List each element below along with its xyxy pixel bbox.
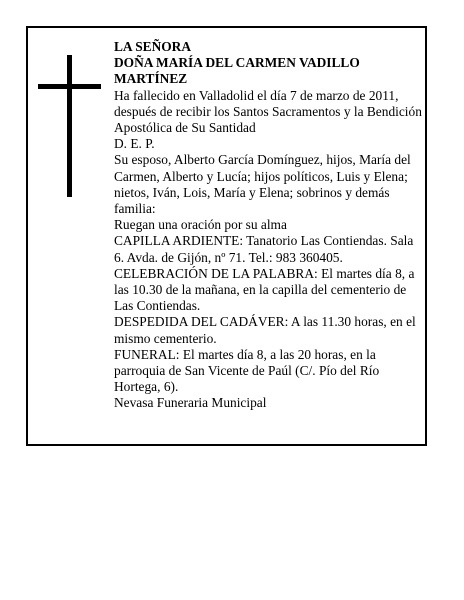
prayer-request: Ruegan una oración por su alma <box>114 217 287 233</box>
cross-horizontal-bar <box>38 84 101 89</box>
deceased-name: DOÑA MARÍA DEL CARMEN VADILLO MARTÍNEZ <box>114 55 360 87</box>
cross-vertical-bar <box>67 55 72 197</box>
celebration-info: CELEBRACIÓN DE LA PALABRA: El martes día 8, a las 10.30 de la mañana, en la capilla del cementerio de Las Contiendas. <box>114 265 415 314</box>
death-statement: Ha fallecido en Valladolid el día 7 de marzo de 2011, después de recibir los Santos Sacramentos y la Bendición Apostólica de Su Santidad <box>114 87 422 136</box>
family-list: Su esposo, Alberto García Domínguez, hijos, María del Carmen, Alberto y Lucía; hijos políticos, Luis y Elena; nietos, Iván, Lois, María y Elena; sobrinos y demás familia: <box>114 152 411 217</box>
rest-in-peace: D. E. P. <box>114 136 155 152</box>
chapel-info: CAPILLA ARDIENTE: Tanatorio Las Contiendas. Sala 6. Avda. de Gijón, nº 71. Tel.: 983 360405. <box>114 233 414 265</box>
heading-title: LA SEÑORA <box>114 39 192 54</box>
obituary-text <box>114 39 424 412</box>
farewell-info: DESPEDIDA DEL CADÁVER: A las 11.30 horas, en el mismo cementerio. <box>114 314 416 346</box>
funeral-info: FUNERAL: El martes día 8, a las 20 horas, en la parroquia de San Vicente de Paúl (C/. Pío del Río Hortega, 6). <box>114 346 380 395</box>
funeral-home: Nevasa Funeraria Municipal <box>114 395 267 411</box>
